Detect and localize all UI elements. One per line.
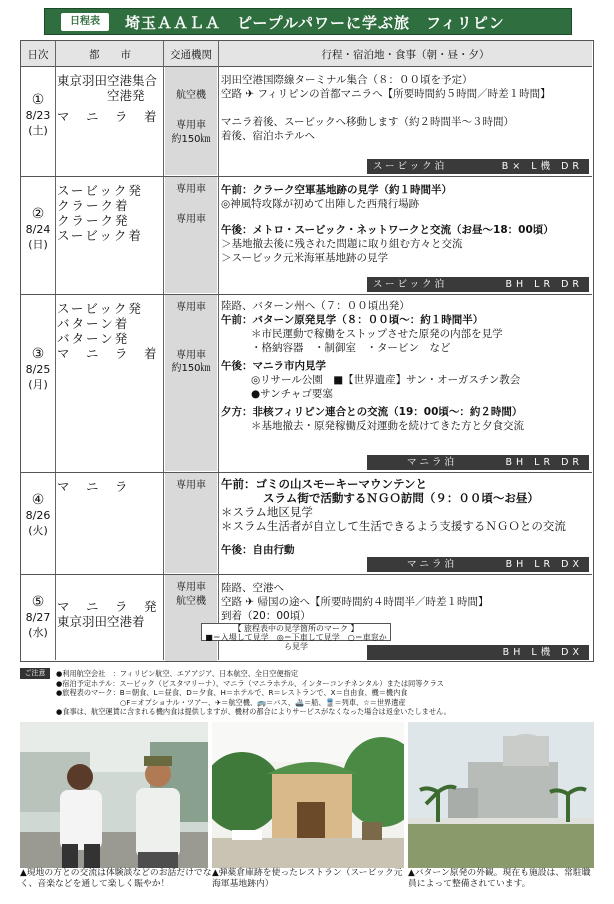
transport-cell: 専用車 専用車	[165, 177, 217, 293]
people-photo-illustration	[20, 722, 208, 868]
notes-tag: ご注意	[20, 668, 50, 679]
photo-restaurant	[212, 722, 404, 868]
schedule-table	[20, 40, 594, 662]
transport-cell: 専用車	[165, 473, 217, 573]
stay-meals-bar: BH L機 DX	[367, 645, 589, 660]
day-label: ⑤ 8/27 (水)	[25, 594, 51, 639]
stay-meals-bar: マニラ泊 BH LR DX	[367, 557, 589, 572]
day-label: ③ 8/25 (月)	[25, 346, 51, 391]
table-header	[21, 41, 592, 67]
schedule-tag: 日程表	[61, 13, 109, 31]
photo-local-exchange	[20, 722, 208, 868]
tour-title: 埼玉ＡＡＬＡ ピープルパワーに学ぶ旅 フィリピン	[125, 14, 505, 32]
day-row-2	[21, 177, 592, 295]
header-transport: 交通機関	[170, 49, 212, 61]
caption-photo-3: ▲バターン原発の外観。現在も施設は、常駐職員によって整備されています。	[408, 868, 591, 889]
header-city: 都 市	[89, 49, 131, 61]
day-label: ④ 8/26 (火)	[25, 492, 51, 537]
stay-meals-bar: スービック泊 BH LR DR	[367, 277, 589, 292]
stay-meals-bar: スービック泊 B× L機 DR	[367, 159, 589, 174]
itinerary-text: 羽田空港国際線ターミナル集合（８：００頃を予定） 空路 ✈ フィリピンの首都マニラへ【所要時間約５時間／時差１時間】 マニラ着後、スービックへ移動します（約２時間半～３時間） 着後、宿泊ホテルへ	[221, 74, 551, 142]
transport-cell: 専用車 航空機	[165, 575, 217, 661]
day-row-1	[21, 67, 592, 177]
stay-meals-bar: マニラ泊 BH LR DR	[367, 455, 589, 470]
header-itinerary: 行程・宿泊地・食事（朝・昼・夕）	[321, 49, 490, 61]
transport-cell: 専用車 専用車 約150㎞	[165, 295, 217, 471]
day-row-5	[21, 575, 592, 661]
itinerary-text: 陸路、バターン州へ（７：００頃出発） 午前：バターン原発見学（８：００頃～：約１時間半） ＊市民運動で稼働をストップさせた原発の内部を見学 ・格納容器 ・制御室 ・タービン など 午後：マニラ市内見学 ◎リサール公園 ■【世界遺産】サン・オーガスチン教会 ●サンチャゴ要塞 夕方：非核フィリピン連合との交流（19：00頃～：約２時間） ＊基地撤去・原発稼働反対運動を続けてきた方と夕食交流	[221, 300, 524, 432]
visit-mark-legend: 【 旅程表中の見学箇所のマーク 】 ■＝入場して見学 ◎＝下車して見学 ○＝車窓から見学	[201, 623, 391, 641]
itinerary-text: 陸路、空港へ 空路 ✈ 帰国の途へ【所要時間約４時間半／時差１時間】 到着（20：00頃）	[221, 582, 489, 622]
caption-photo-2: ▲弾薬倉庫跡を使ったレストラン（スービック元海軍基地跡内）	[212, 868, 403, 889]
day-label: ② 8/24 (日)	[25, 206, 51, 251]
transport-cell: 航空機 専用車 約150㎞	[165, 67, 217, 175]
day-row-4	[21, 473, 592, 575]
city-list: 東京羽田空港集合 空港発 マ ニ ラ 着	[57, 73, 159, 124]
restaurant-photo-illustration	[212, 722, 404, 868]
city-list: スービック発 バターン着 バターン発 マ ニ ラ 着	[57, 301, 159, 361]
header-day: 日次	[27, 49, 49, 61]
notes-section	[20, 668, 594, 718]
itinerary-text: 午前：ゴミの山スモーキーマウンテンと スラム街で活動するＮＧＯ訪問（９：００頃～お昼） ＊スラム地区見学 ＊スラム生活者が自立して生活できるよう支援するＮＧＯとの交流 午後：自由行動	[221, 477, 566, 556]
city-list: マ ニ ラ 発 東京羽田空港着	[57, 599, 159, 629]
power-plant-photo-illustration	[408, 722, 594, 868]
itinerary-text: 午前：クラーク空軍基地跡の見学（約１時間半） ◎神風特攻隊が初めて出陣した西飛行場跡 午後：メトロ・スービック・ネットワークと交流（お昼～18：00頃） ＞基地撤去後に残された問題に取り組む方々と交流 ＞スービック元米海軍基地跡の見学	[221, 184, 554, 264]
title-banner	[44, 8, 572, 35]
notes-text: ●利用航空会社 ：フィリピン航空、エアアジア、日本航空、全日空便指定 ●宿泊予定ホテル：スービック（ビスタマリーナ）、マニラ（マニラホテル、インターコンチネンタル）または同等クラス ●旅程表のマーク：B＝朝食、L＝昼食、D＝夕食、H＝ホテルで、R＝レストランで、X＝自由食、機＝機内食 ○F＝オプショナル・ツアー、✈＝航空機、🚌＝バス、🚢＝船、🚆＝列車、☆＝世界遺産 ●食事は、航空運賃に含まれる機内食は提供しますが、機材の都合によりサービスがなくなった場合は返金いたしません。	[56, 669, 451, 716]
city-list: マ ニ ラ	[57, 479, 130, 494]
day-label: ① 8/23 (土)	[25, 92, 51, 137]
photo-bataan-plant	[408, 722, 594, 868]
caption-photo-1: ▲現地の方との交流は体験談などのお話だけでなく、音楽などを通して楽しく賑やか！	[20, 868, 212, 889]
city-list: スービック発 クラーク着 クラーク発 スービック着	[57, 183, 143, 243]
day-row-3	[21, 295, 592, 473]
